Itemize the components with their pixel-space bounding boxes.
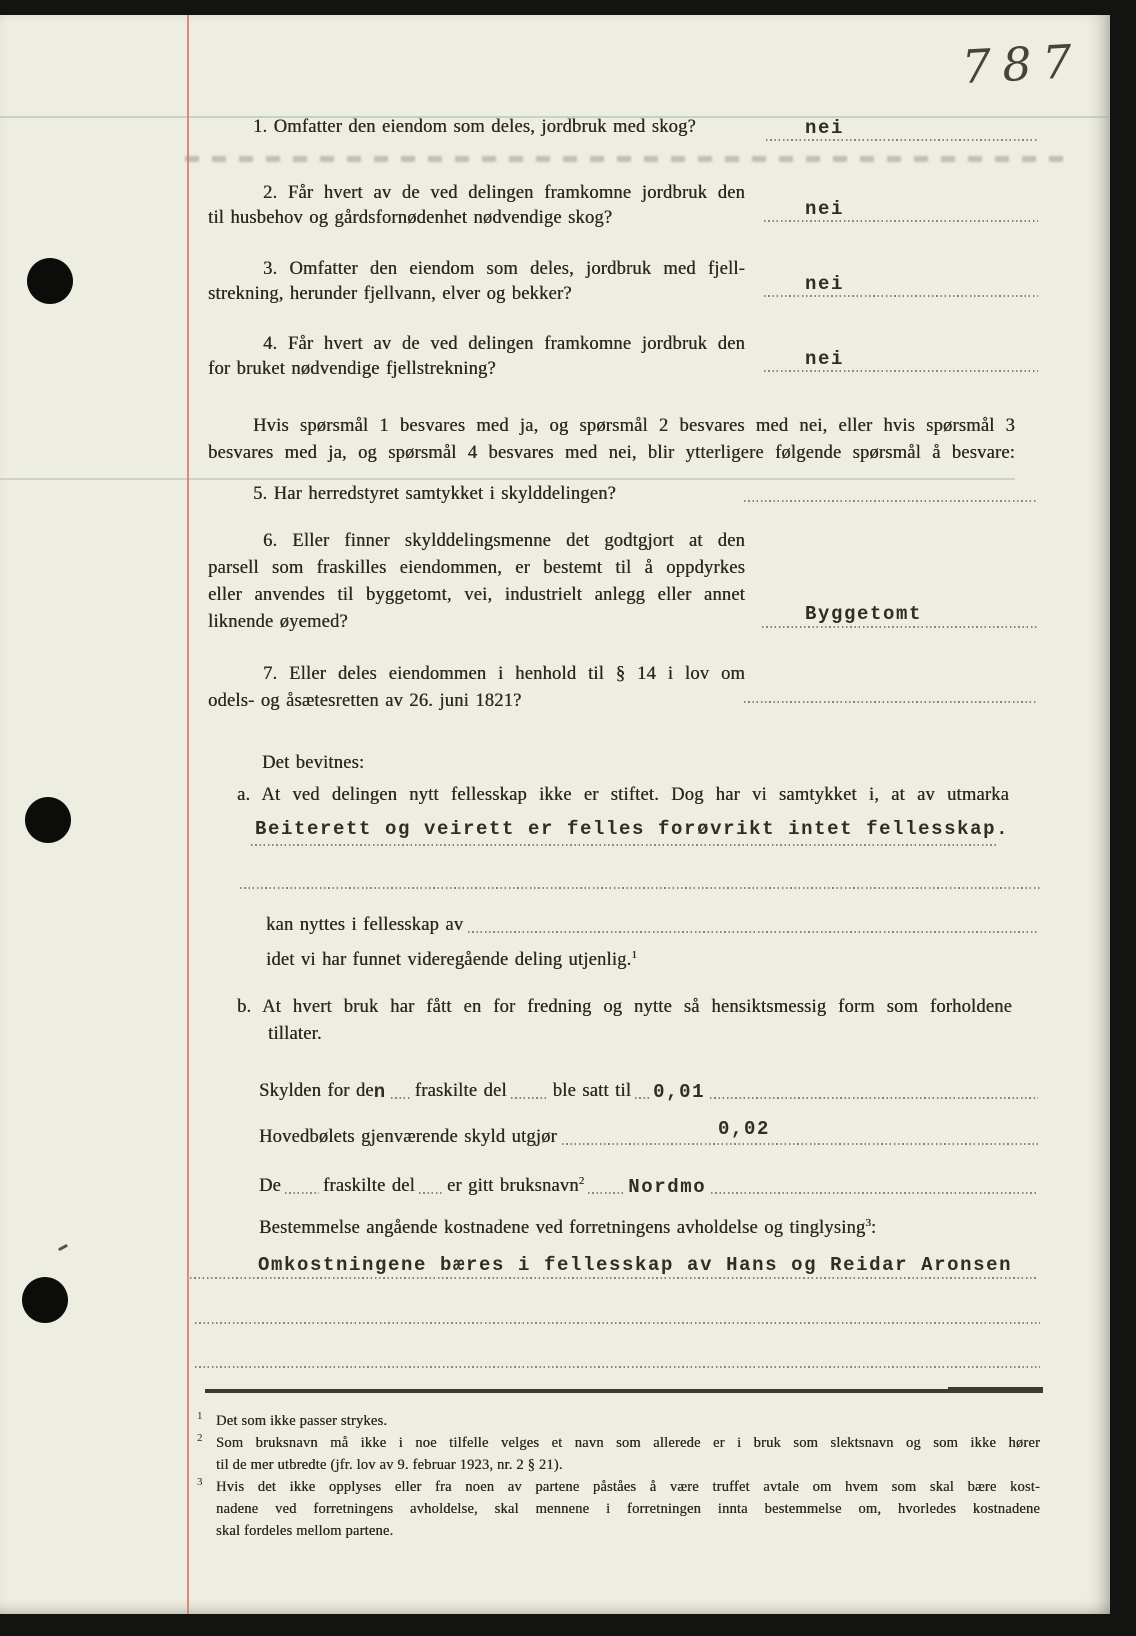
blank-dotted-line xyxy=(195,1366,1040,1368)
question-6-line: parsell som fraskilles eiendommen, er bestemt til å oppdyrkes xyxy=(208,558,745,578)
bruksnavn-row xyxy=(259,1168,1038,1199)
question-3-answer: nei xyxy=(805,273,845,295)
question-3-line: strekning, herunder fjellvann, elver og bekker? xyxy=(208,284,572,304)
blank-dotted-fill xyxy=(468,931,1038,933)
division-note-text: idet vi har funnet videregående deling utjenlig. xyxy=(266,950,632,971)
skyld-label: ble satt til xyxy=(552,1081,632,1101)
footnote-line: Som bruksnavn må ikke i noe tilfelle velges et navn som allerede er i bruk som slektsnavn og som ikke hører xyxy=(216,1435,1040,1451)
footnote-line: Hvis det ikke opplyses eller fra noen av partene påståes å være truffet avtale om hvem som skal bære kost- xyxy=(216,1479,1040,1495)
question-2-line: 2. Får hvert av de ved delingen framkomne jordbruk den xyxy=(263,183,745,203)
dotted-fill xyxy=(710,1097,1038,1099)
bruksnavn-label: fraskilte del xyxy=(322,1176,415,1197)
question-7-line: odels- og åsætesretten av 26. juni 1821? xyxy=(208,691,522,711)
attestation-item-a: a. At ved delingen nytt fellesskap ikke er stiftet. Dog har vi samtykket i, at av utmarka xyxy=(237,785,1009,805)
typed-answer-fellesskap: Beiterett og veirett er felles forøvrikt intet fellesskap. xyxy=(255,818,1010,840)
attestation-item-b-line: b. At hvert bruk har fått en for fredning og nytte så hensiktsmessig form som forholdene xyxy=(237,997,1012,1017)
punch-hole xyxy=(25,797,71,843)
question-2-line: til husbehov og gårdsfornødenhet nødvendige skog? xyxy=(208,208,613,228)
costs-label-text: Bestemmelse angående kostnadene ved forretningens avholdelse og tinglysing xyxy=(259,1218,866,1239)
dotted-gap xyxy=(588,1192,624,1194)
answer-dotted-line xyxy=(764,220,1038,222)
footer-rule-overlap xyxy=(948,1387,1043,1390)
dotted-fill xyxy=(711,1192,1038,1194)
answer-dotted-line xyxy=(764,295,1038,297)
answer-dotted-line xyxy=(762,626,1038,628)
question-6-line: eller anvendes til byggetomt, vei, industrielt anlegg eller annet xyxy=(208,585,745,605)
answer-dotted-line xyxy=(251,844,996,846)
bruksnavn-label xyxy=(447,1168,584,1199)
skyld-row xyxy=(259,1078,1038,1104)
typed-suffix-n: n xyxy=(373,1081,387,1103)
hovedbol-row xyxy=(259,1124,1038,1150)
division-note xyxy=(266,942,637,973)
dotted-fill xyxy=(562,1143,1038,1145)
footnote-ref-3: 3 xyxy=(865,1217,871,1229)
margin-rule xyxy=(187,15,189,1614)
answer-dotted-line xyxy=(764,370,1038,372)
shared-use-row xyxy=(266,912,1038,938)
typed-skyld-value: 0,01 xyxy=(653,1081,706,1103)
intro-paragraph-line: Hvis spørsmål 1 besvares med ja, og spørsmål 2 besvares med nei, eller hvis spørsmål 3 xyxy=(253,416,1015,436)
question-5-line: 5. Har herredstyret samtykket i skylddelingen? xyxy=(253,484,616,504)
hovedbol-label: Hovedbølets gjenværende skyld utgjør xyxy=(259,1127,557,1147)
costs-colon: : xyxy=(870,1218,877,1239)
punch-hole xyxy=(22,1277,68,1323)
typed-hovedbol-value: 0,02 xyxy=(718,1118,771,1140)
question-1-line: 1. Omfatter den eiendom som deles, jordbruk med skog? xyxy=(253,117,696,137)
ink-mark xyxy=(58,1244,68,1251)
footnote-number: 1 xyxy=(197,1410,203,1422)
intro-paragraph-line: besvares med ja, og spørsmål 4 besvares med nei, blir ytterligere følgende spørsmål å besvare: xyxy=(208,443,1015,463)
question-6-line: liknende øyemed? xyxy=(208,612,348,632)
question-7-line: 7. Eller deles eiendommen i henhold til § 14 i lov om xyxy=(263,664,745,684)
question-3-line: 3. Omfatter den eiendom som deles, jordbruk med fjell- xyxy=(263,259,745,279)
footer-rule xyxy=(205,1389,1043,1393)
dotted-gap xyxy=(391,1097,411,1099)
question-6-answer: Byggetomt xyxy=(805,603,923,625)
footnote-line: nadene ved forretningens avholdelse, skal mennene i forretningen innta bestemmelse om, hvorledes kostnadene xyxy=(216,1501,1040,1517)
dotted-gap xyxy=(419,1192,443,1194)
answer-dotted-line xyxy=(744,701,1038,703)
dotted-gap xyxy=(511,1097,549,1099)
photo-edge-bottom xyxy=(0,1614,1136,1636)
question-4-line: for bruket nødvendige fjellstrekning? xyxy=(208,359,496,379)
answer-dotted-line xyxy=(190,1277,1038,1279)
costs-label-line xyxy=(259,1210,876,1241)
handwritten-page-number: 787 xyxy=(960,33,1085,95)
bleedthrough-smudge xyxy=(185,156,1075,162)
dotted-gap xyxy=(635,1097,649,1099)
question-1-answer: nei xyxy=(805,117,845,139)
blank-dotted-line xyxy=(240,887,1040,889)
answer-dotted-line xyxy=(766,139,1038,141)
bleedthrough-line xyxy=(0,478,1015,480)
attestation-heading: Det bevitnes: xyxy=(262,753,365,773)
typed-bruksnavn-value: Nordmo xyxy=(628,1176,707,1199)
question-6-line: 6. Eller finner skylddelingsmenne det godtgjort at den xyxy=(263,531,745,551)
blank-dotted-line xyxy=(195,1322,1040,1324)
punch-hole xyxy=(27,258,73,304)
dotted-gap xyxy=(285,1192,319,1194)
question-2-answer: nei xyxy=(805,198,845,220)
skyld-label: Skylden for de xyxy=(259,1081,374,1101)
paper-page xyxy=(0,15,1110,1614)
bruksnavn-label-text: er gitt bruksnavn xyxy=(446,1176,579,1197)
photo-edge-right xyxy=(1110,0,1136,1636)
footnote-ref-2: 2 xyxy=(578,1175,585,1187)
shared-use-label: kan nyttes i fellesskap av xyxy=(266,915,464,935)
bruksnavn-label: De xyxy=(259,1176,281,1197)
answer-dotted-line xyxy=(744,500,1038,502)
question-4-answer: nei xyxy=(805,348,845,370)
footnote-line: til de mer utbredte (jfr. lov av 9. februar 1923, nr. 2 § 21). xyxy=(216,1457,563,1473)
footnote-ref-1: 1 xyxy=(631,949,637,961)
skyld-label: fraskilte del xyxy=(414,1081,507,1101)
typed-costs-answer: Omkostningene bæres i fellesskap av Hans og Reidar Aronsen xyxy=(258,1254,1013,1276)
photo-edge-top xyxy=(0,0,1136,15)
footnote-line: skal fordeles mellom partene. xyxy=(216,1523,394,1539)
footnote-line: Det som ikke passer strykes. xyxy=(216,1413,388,1429)
question-4-line: 4. Får hvert av de ved delingen framkomne jordbruk den xyxy=(263,334,745,354)
footnote-number: 2 xyxy=(197,1432,203,1444)
footnote-number: 3 xyxy=(197,1476,203,1488)
attestation-item-b-line: tillater. xyxy=(268,1024,322,1044)
